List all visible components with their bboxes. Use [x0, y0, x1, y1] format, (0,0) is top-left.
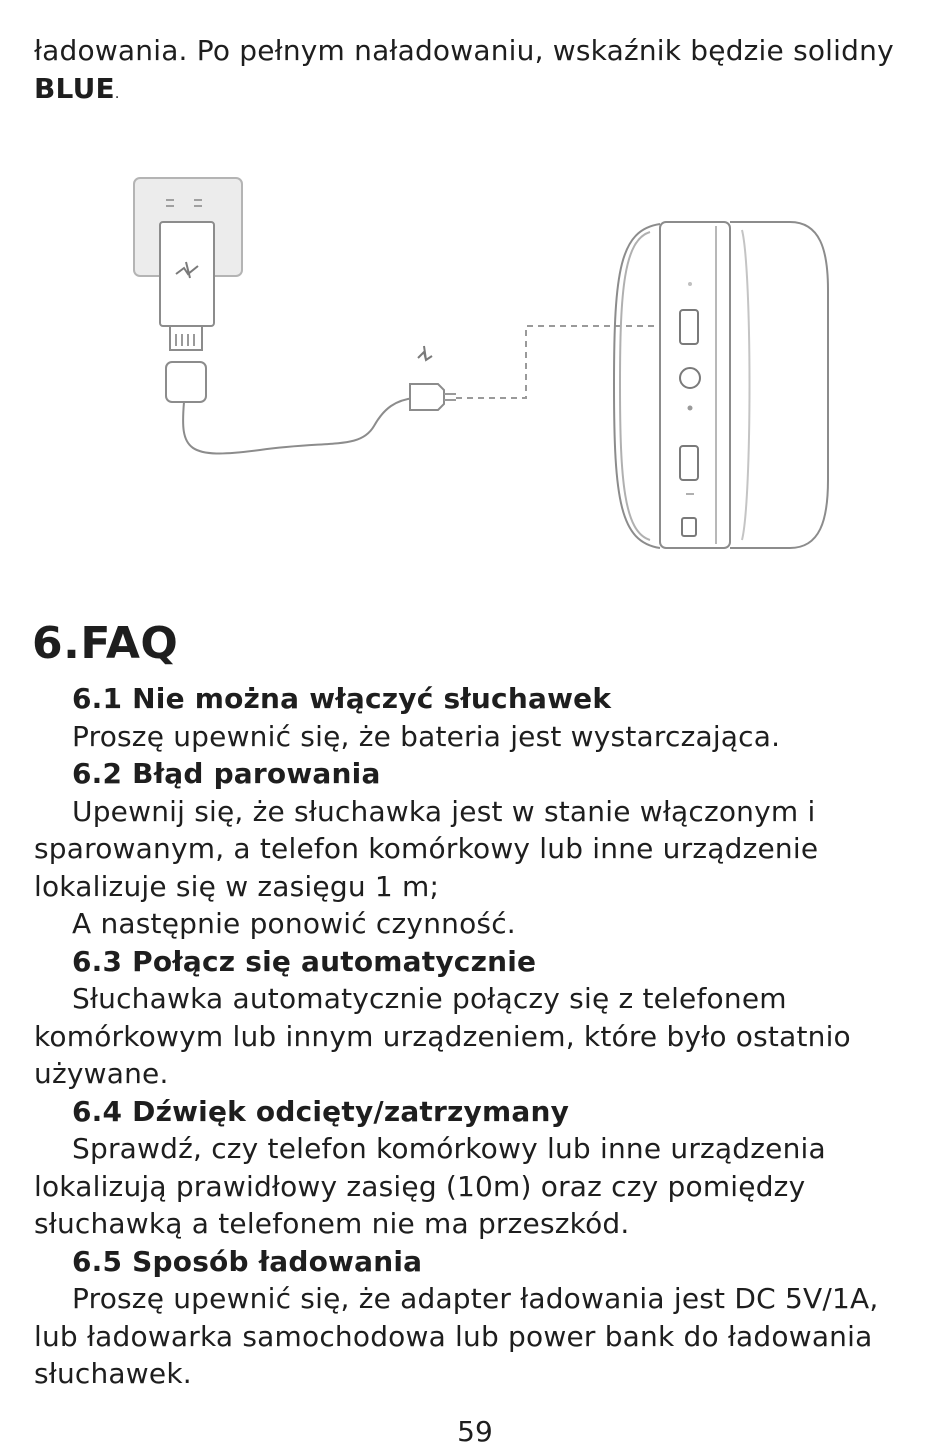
connection-guide-line	[456, 326, 672, 398]
faq-answer: Słuchawka automatycznie połączy się z telefonem komórkowym lub innym urządzeniem, które było ostatnio używane.	[34, 982, 851, 1090]
faq-question: 6.1 Nie można włączyć słuchawek	[72, 682, 612, 715]
headphone-earcup-icon	[614, 222, 828, 548]
faq-answer: Proszę upewnić się, że adapter ładowania jest DC 5V/1A, lub ładowarka samochodowa lub power bank do ładowania słuchawek.	[34, 1282, 879, 1390]
faq-question: 6.2 Błąd parowania	[72, 757, 381, 790]
faq-answer: Proszę upewnić się, że bateria jest wystarczająca.	[72, 719, 781, 753]
intro-paragraph	[34, 32, 914, 113]
usb-cable	[183, 398, 414, 454]
faq-answer: A następnie ponowić czynność.	[72, 907, 516, 940]
faq-question: 6.4 Dźwięk odcięty/zatrzymany	[72, 1094, 570, 1128]
faq-question: 6.3 Połącz się automatycznie	[72, 944, 537, 978]
faq-question: 6.5 Sposób ładowania	[72, 1244, 423, 1278]
charging-illustration	[0, 150, 950, 570]
page-number: 59	[457, 1415, 493, 1448]
charging-adapter-icon	[160, 222, 214, 402]
intro-bold-word: BLUE	[34, 72, 115, 105]
usb-c-plug-icon	[410, 346, 456, 410]
intro-text: ładowania. Po pełnym naładowaniu, wskaźnik będzie solidny	[34, 34, 894, 67]
faq-title: 6.FAQ	[32, 618, 179, 669]
faq-answer: Sprawdź, czy telefon komórkowy lub inne urządzenia lokalizują prawidłowy zasięg (10m) oraz czy pomiędzy słuchawką a telefonem nie ma przeszkód.	[34, 1132, 826, 1240]
intro-end: .	[114, 86, 120, 102]
faq-answer: Upewnij się, że słuchawka jest w stanie włączonym i sparowanym, a telefon komórkowy lub inne urządzenie lokalizuje się w zasięgu 1 m;	[34, 794, 819, 903]
faq-list	[34, 680, 914, 1393]
